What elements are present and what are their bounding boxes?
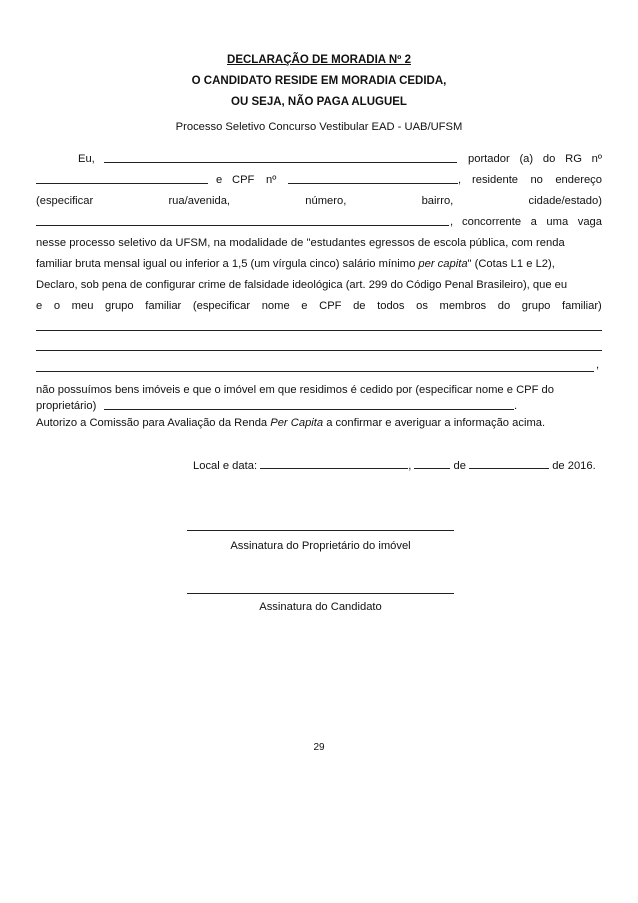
body-line-6: familiar bruta mensal igual ou inferior a 1,5 (um vírgula cinco) salário mínimo per capita" (Cotas L1 e L2), xyxy=(36,258,555,270)
body-line-5: nesse processo seletivo da UFSM, na modalidade de "estudantes egressos de escola pública, com renda xyxy=(36,237,565,249)
body-line-12: não possuímos bens imóveis e que o imóvel em que residimos é cedido por (especificar nome e CPF do xyxy=(36,384,554,396)
family-members-blank-2[interactable] xyxy=(36,350,602,351)
body-line-2: e CPF nº , residente no endereço xyxy=(36,172,602,188)
body-line-7: Declaro, sob pena de configurar crime de falsidade ideológica (art. 299 do Código Penal Brasileiro), que eu xyxy=(36,279,568,291)
name-blank[interactable] xyxy=(104,151,457,163)
body-line-13: proprietário) . xyxy=(36,400,518,412)
body-line-3: (especificar rua/avenida, número, bairro, cidade/estado) xyxy=(36,195,602,207)
body-line-1: Eu, portador (a) do RG nº xyxy=(78,153,602,165)
family-members-blank-3[interactable] xyxy=(36,371,594,372)
rg-blank[interactable] xyxy=(36,172,208,184)
subtitle-line-2: OU SEJA, NÃO PAGA ALUGUEL xyxy=(231,96,407,108)
local-date-line: Local e data: , de de 2016. xyxy=(193,457,596,472)
family-members-blank-1[interactable] xyxy=(36,330,602,331)
subtitle-line-1: O CANDIDATO RESIDE EM MORADIA CEDIDA, xyxy=(191,75,447,87)
month-blank[interactable] xyxy=(469,457,549,469)
body-line-8: e o meu grupo familiar (especificar nome e CPF de todos os membros do grupo familiar) xyxy=(36,300,602,312)
cpf-blank[interactable] xyxy=(288,172,458,184)
candidate-signature-line[interactable] xyxy=(187,593,454,594)
document-title: DECLARAÇÃO DE MORADIA Nº 2 xyxy=(227,54,411,66)
process-name: Processo Seletivo Concurso Vestibular EAD - UAB/UFSM xyxy=(175,121,463,133)
page-number: 29 xyxy=(313,742,325,753)
candidate-signature-label: Assinatura do Candidato xyxy=(259,601,382,613)
owner-signature-label: Assinatura do Proprietário do imóvel xyxy=(230,540,411,552)
owner-info-blank[interactable] xyxy=(104,398,514,410)
body-line-4: , concorrente a uma vaga xyxy=(36,214,602,230)
address-blank[interactable] xyxy=(36,214,449,226)
owner-signature-line[interactable] xyxy=(187,530,454,531)
local-blank[interactable] xyxy=(260,457,408,469)
authorization-text: Autorizo a Comissão para Avaliação da Renda Per Capita a confirmar e averiguar a informação acima. xyxy=(36,417,546,429)
document-page: DECLARAÇÃO DE MORADIA Nº 2 O CANDIDATO RESIDE EM MORADIA CEDIDA, OU SEJA, NÃO PAGA ALUGUEL Processo Seletivo Concurso Vestibular EAD - UAB/UFSM Eu, portador (a) do RG nº e CPF nº , residente no endereço (especificar rua/avenida, número, bairro, cidade/estado) , concorrente a uma vaga nesse processo seletivo da UFSM, na modalidade de "estudantes egressos de escola pública, com renda familiar bruta mensal igual ou inferior a 1,5 (um vírgula cinco) salário mínimo per capita" (Cotas L1 e L2), Declaro, sob pena de configurar crime de falsidade ideológica (art. 299 do Código Penal Brasileiro), que eu e o meu grupo familiar (especificar nome e CPF de todos os membros do grupo familiar) , não possuímos bens imóveis e que o imóvel em que residimos é cedido por (especificar nome e CPF do proprietário) . Autorizo a Comissão para Avaliação da Renda Per Capita a confirmar e averiguar a informação acima. Local e data: , de de 2016. Assinatura do Proprietário do imóvel Assinatura do Candidato 29 xyxy=(0,0,638,903)
day-blank[interactable] xyxy=(414,457,450,469)
